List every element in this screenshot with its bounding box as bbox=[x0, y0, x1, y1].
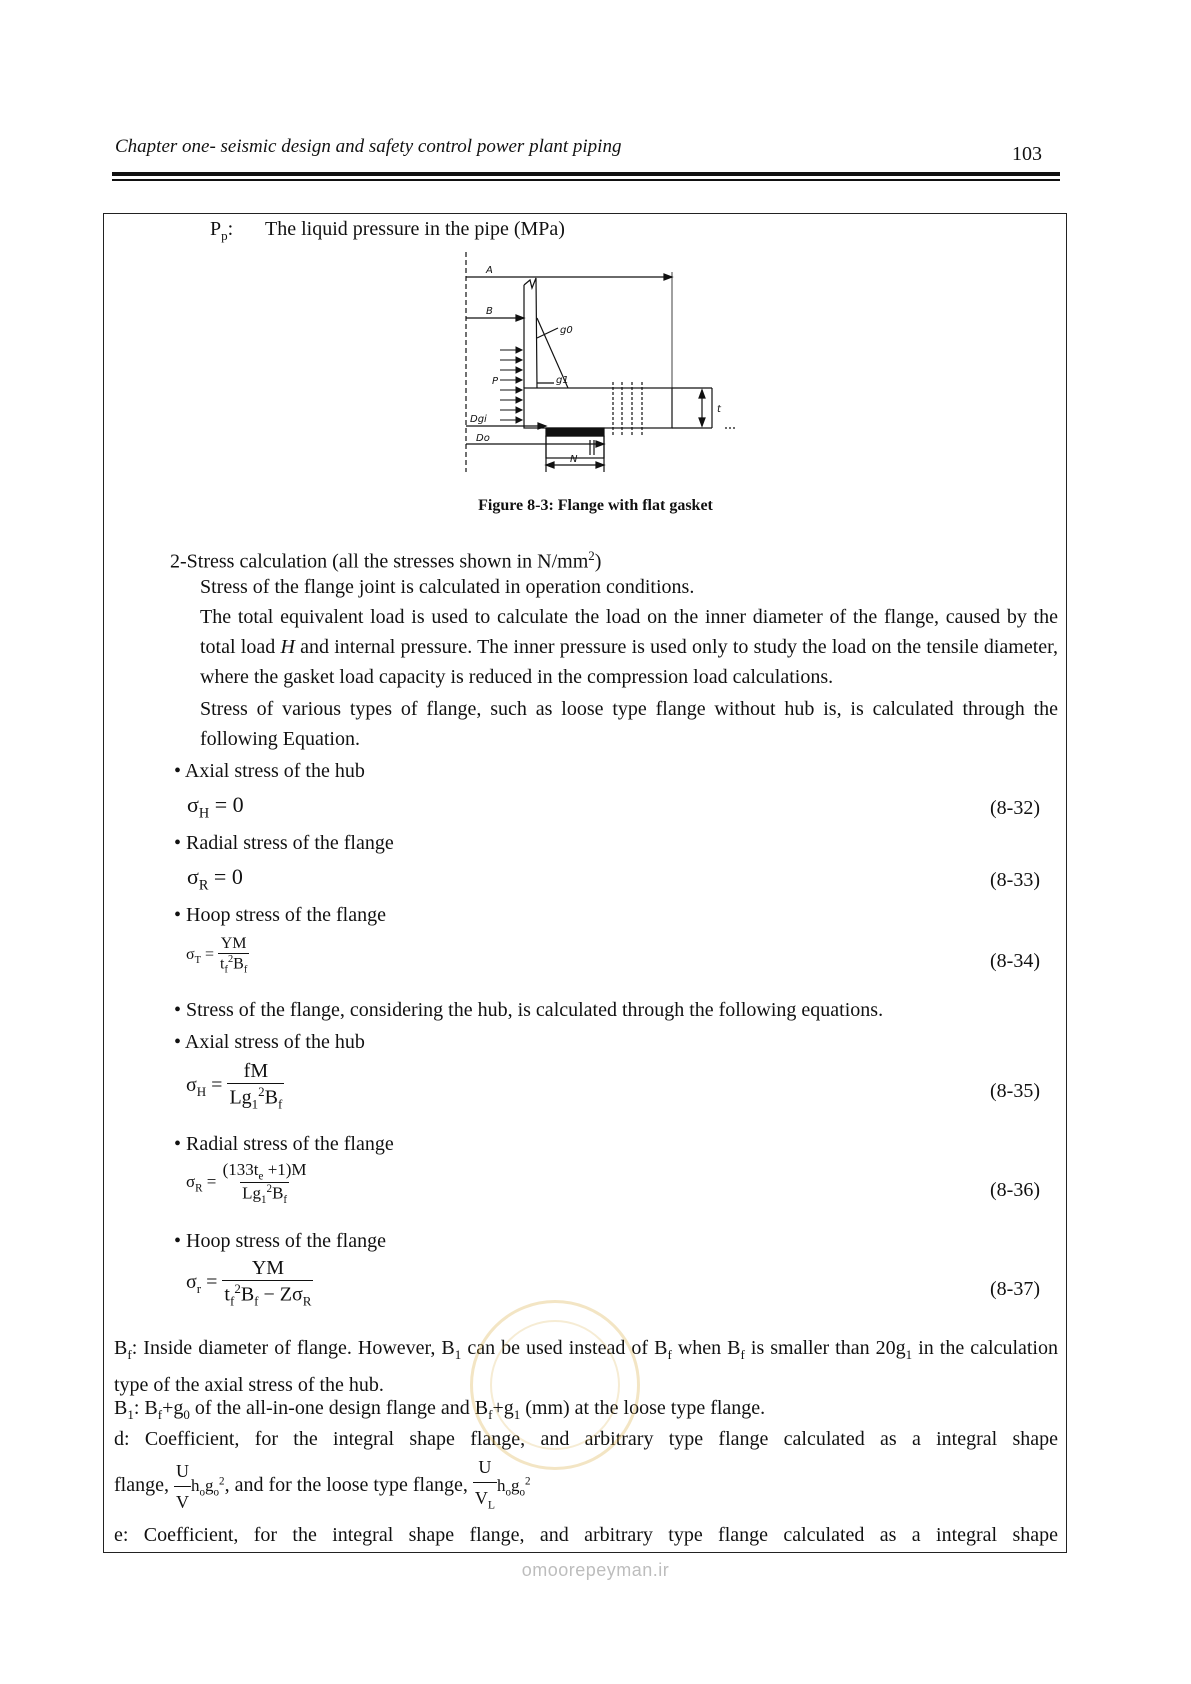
pp-symbol: $P_p$: bbox=[210, 218, 234, 243]
figure-caption: Figure 8-3: Flange with flat gasket bbox=[478, 497, 713, 514]
flange-diagram bbox=[440, 250, 750, 475]
running-header: Chapter one- seismic design and safety control power plant piping bbox=[115, 136, 622, 157]
definition-e: e: Coefficient, for the integral shape flange, and arbitrary type flange calculated as a integral shape bbox=[114, 1524, 1058, 1546]
page-number: 103 bbox=[1012, 143, 1042, 165]
definition-bf: $B_f$: Inside diameter of flange. However, $B_1$ can be used instead of $B_f$ when $B_f$ is smaller than $20g_1$ in the calculation type of the axial stress of the hub. bbox=[114, 1337, 1058, 1396]
label-B: B bbox=[486, 306, 493, 317]
label-g0: g0 bbox=[560, 325, 573, 336]
equation-8-33: $\sigma_R = 0$ bbox=[187, 864, 243, 894]
equation-8-34: $\sigma_T$ = $\frac{YM}{t_f^2B_f}$ bbox=[186, 935, 248, 976]
paragraph-equivalent-load: The total equivalent load is used to calculate the load on the inner diameter of the flange, caused by the total load H and internal pressure. The inner pressure is used only to study the load on the tensile diameter, where the gasket load capacity is reduced in the compression load calculations. bbox=[200, 606, 1058, 688]
header-rule-thick bbox=[112, 172, 1060, 176]
label-Dgi: Dgi bbox=[470, 414, 487, 425]
watermark-seal-inner bbox=[490, 1320, 620, 1450]
paragraph-flange-types: Stress of various types of flange, such as loose type flange without hub is, is calculated through the following Equation. bbox=[200, 698, 1058, 750]
label-Do: Do bbox=[476, 433, 490, 444]
equation-8-35: $\sigma_H$ = $\frac{fM}{Lg_1^2B_f}$ bbox=[186, 1060, 283, 1112]
label-N: N bbox=[570, 454, 578, 465]
bullet-axial-stress-hub-2: • Axial stress of the hub bbox=[174, 1031, 365, 1053]
equation-number-8-32: (8-32) bbox=[990, 797, 1040, 819]
equation-number-8-36: (8-36) bbox=[990, 1179, 1040, 1201]
equation-number-8-37: (8-37) bbox=[990, 1278, 1040, 1300]
equation-number-8-34: (8-34) bbox=[990, 950, 1040, 972]
label-t: t bbox=[717, 404, 721, 415]
bullet-radial-stress: • Radial stress of the flange bbox=[174, 832, 394, 854]
bullet-stress-with-hub: • Stress of the flange, considering the hub, is calculated through the following equations. bbox=[174, 999, 884, 1021]
paragraph-operation: Stress of the flange joint is calculated in operation conditions. bbox=[200, 576, 695, 598]
watermark-url: omoorepeyman.ir bbox=[521, 1560, 670, 1580]
pp-description: The liquid pressure in the pipe (MPa) bbox=[265, 218, 565, 240]
bullet-hoop-stress: • Hoop stress of the flange bbox=[174, 904, 386, 926]
bullet-hoop-stress-2: • Hoop stress of the flange bbox=[174, 1230, 386, 1252]
bullet-radial-stress-2: • Radial stress of the flange bbox=[174, 1133, 394, 1155]
equation-8-36: $\sigma_R$ = $\frac{(133t_e +1)M}{Lg_1^2B_f}$ bbox=[186, 1160, 307, 1207]
definition-b1: $B_1$: $B_f+g_0$ of the all-in-one design flange and $B_f+g_1$ (mm) at the loose type flange. bbox=[114, 1397, 766, 1422]
bullet-axial-stress-hub: • Axial stress of the hub bbox=[174, 760, 365, 782]
label-A: A bbox=[486, 265, 493, 276]
definition-d-line2: flange, $\frac{U}{V}$ $h_og_o^2$, and for the loose type flange, $\frac{U}{V_L}$ $h_og_o^2$ bbox=[114, 1452, 531, 1521]
equation-8-32: $\sigma_H = 0$ bbox=[187, 792, 244, 822]
section-heading: 2-Stress calculation (all the stresses shown in $N/mm^2$) bbox=[170, 548, 602, 573]
equation-number-8-33: (8-33) bbox=[990, 869, 1040, 891]
header-rule-thin bbox=[112, 179, 1060, 181]
label-P: P bbox=[492, 376, 499, 387]
definition-d-line1: d: Coefficient, for the integral shape flange, and arbitrary type flange calculated as a integral shape bbox=[114, 1428, 1058, 1450]
label-g1: g1 bbox=[556, 375, 569, 386]
equation-number-8-35: (8-35) bbox=[990, 1080, 1040, 1102]
equation-8-37: $\sigma_r$ = $\frac{YM}{t_f^2B_f - Z\sigma_R}$ bbox=[186, 1257, 312, 1309]
